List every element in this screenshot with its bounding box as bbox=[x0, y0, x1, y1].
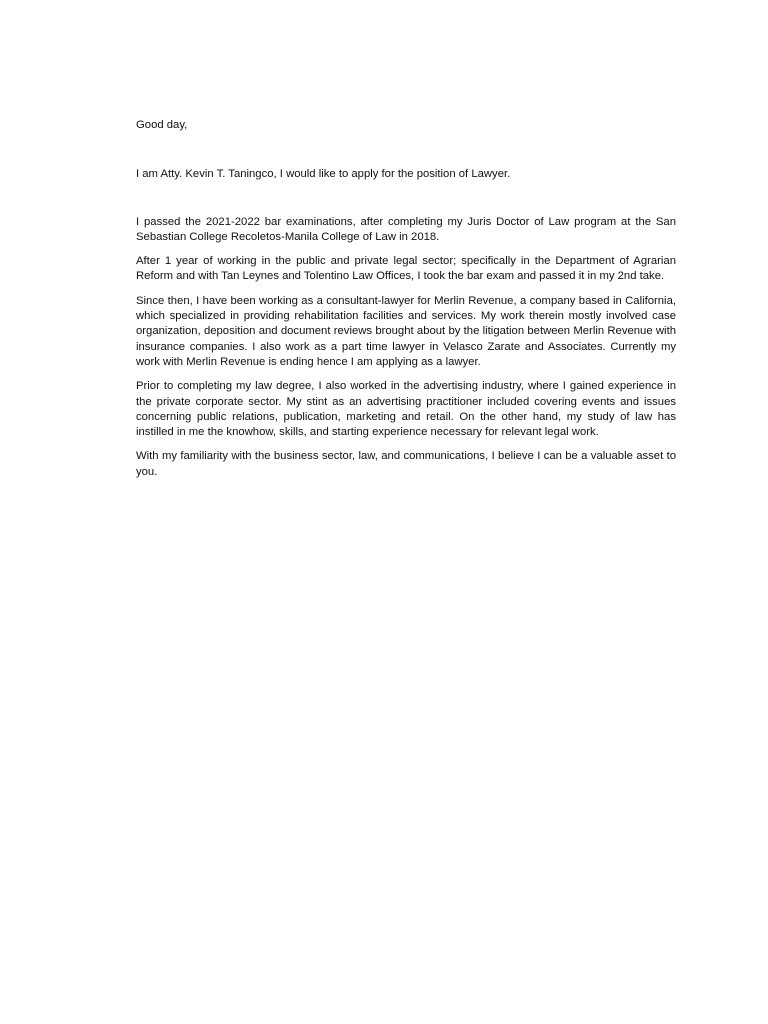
paragraph-legal-sector: After 1 year of working in the public and private legal sector; specifically in the Department of Agrarian Reform and with Tan Leynes and Tolentino Law Offices, I took the bar exam and passed it in my 2nd take. bbox=[136, 255, 676, 283]
paragraph-closing: With my familiarity with the business sector, law, and communications, I believe I can be a valuable asset to you. bbox=[136, 450, 676, 478]
paragraph-bar-exam: I passed the 2021-2022 bar examinations, after completing my Juris Doctor of Law program at the San Sebastian College Recoletos-Manila College of Law in 2018. bbox=[136, 215, 676, 243]
paragraph-merlin-revenue: Since then, I have been working as a consultant-lawyer for Merlin Revenue, a company based in California, which specialized in providing rehabilitation facilities and services. My work therein mostly involved case organization, deposition and document reviews brought about by the litigation between Merlin Revenue with insurance companies. I also work as a part time lawyer in Velasco Zarate and Associates. Currently my work with Merlin Revenue is ending hence I am applying as a lawyer. bbox=[136, 294, 676, 368]
intro-paragraph: I am Atty. Kevin T. Taningco, I would like to apply for the position of Lawyer. bbox=[136, 168, 511, 181]
greeting: Good day, bbox=[136, 119, 188, 131]
paragraph-advertising: Prior to completing my law degree, I also worked in the advertising industry, where I gained experience in the private corporate sector. My stint as an advertising practitioner included covering events and issues concerning public relations, publication, marketing and retail. On the other hand, my study of law has instilled in me the knowhow, skills, and starting experience necessary for relevant legal work. bbox=[136, 380, 676, 439]
cover-letter bbox=[136, 118, 676, 489]
